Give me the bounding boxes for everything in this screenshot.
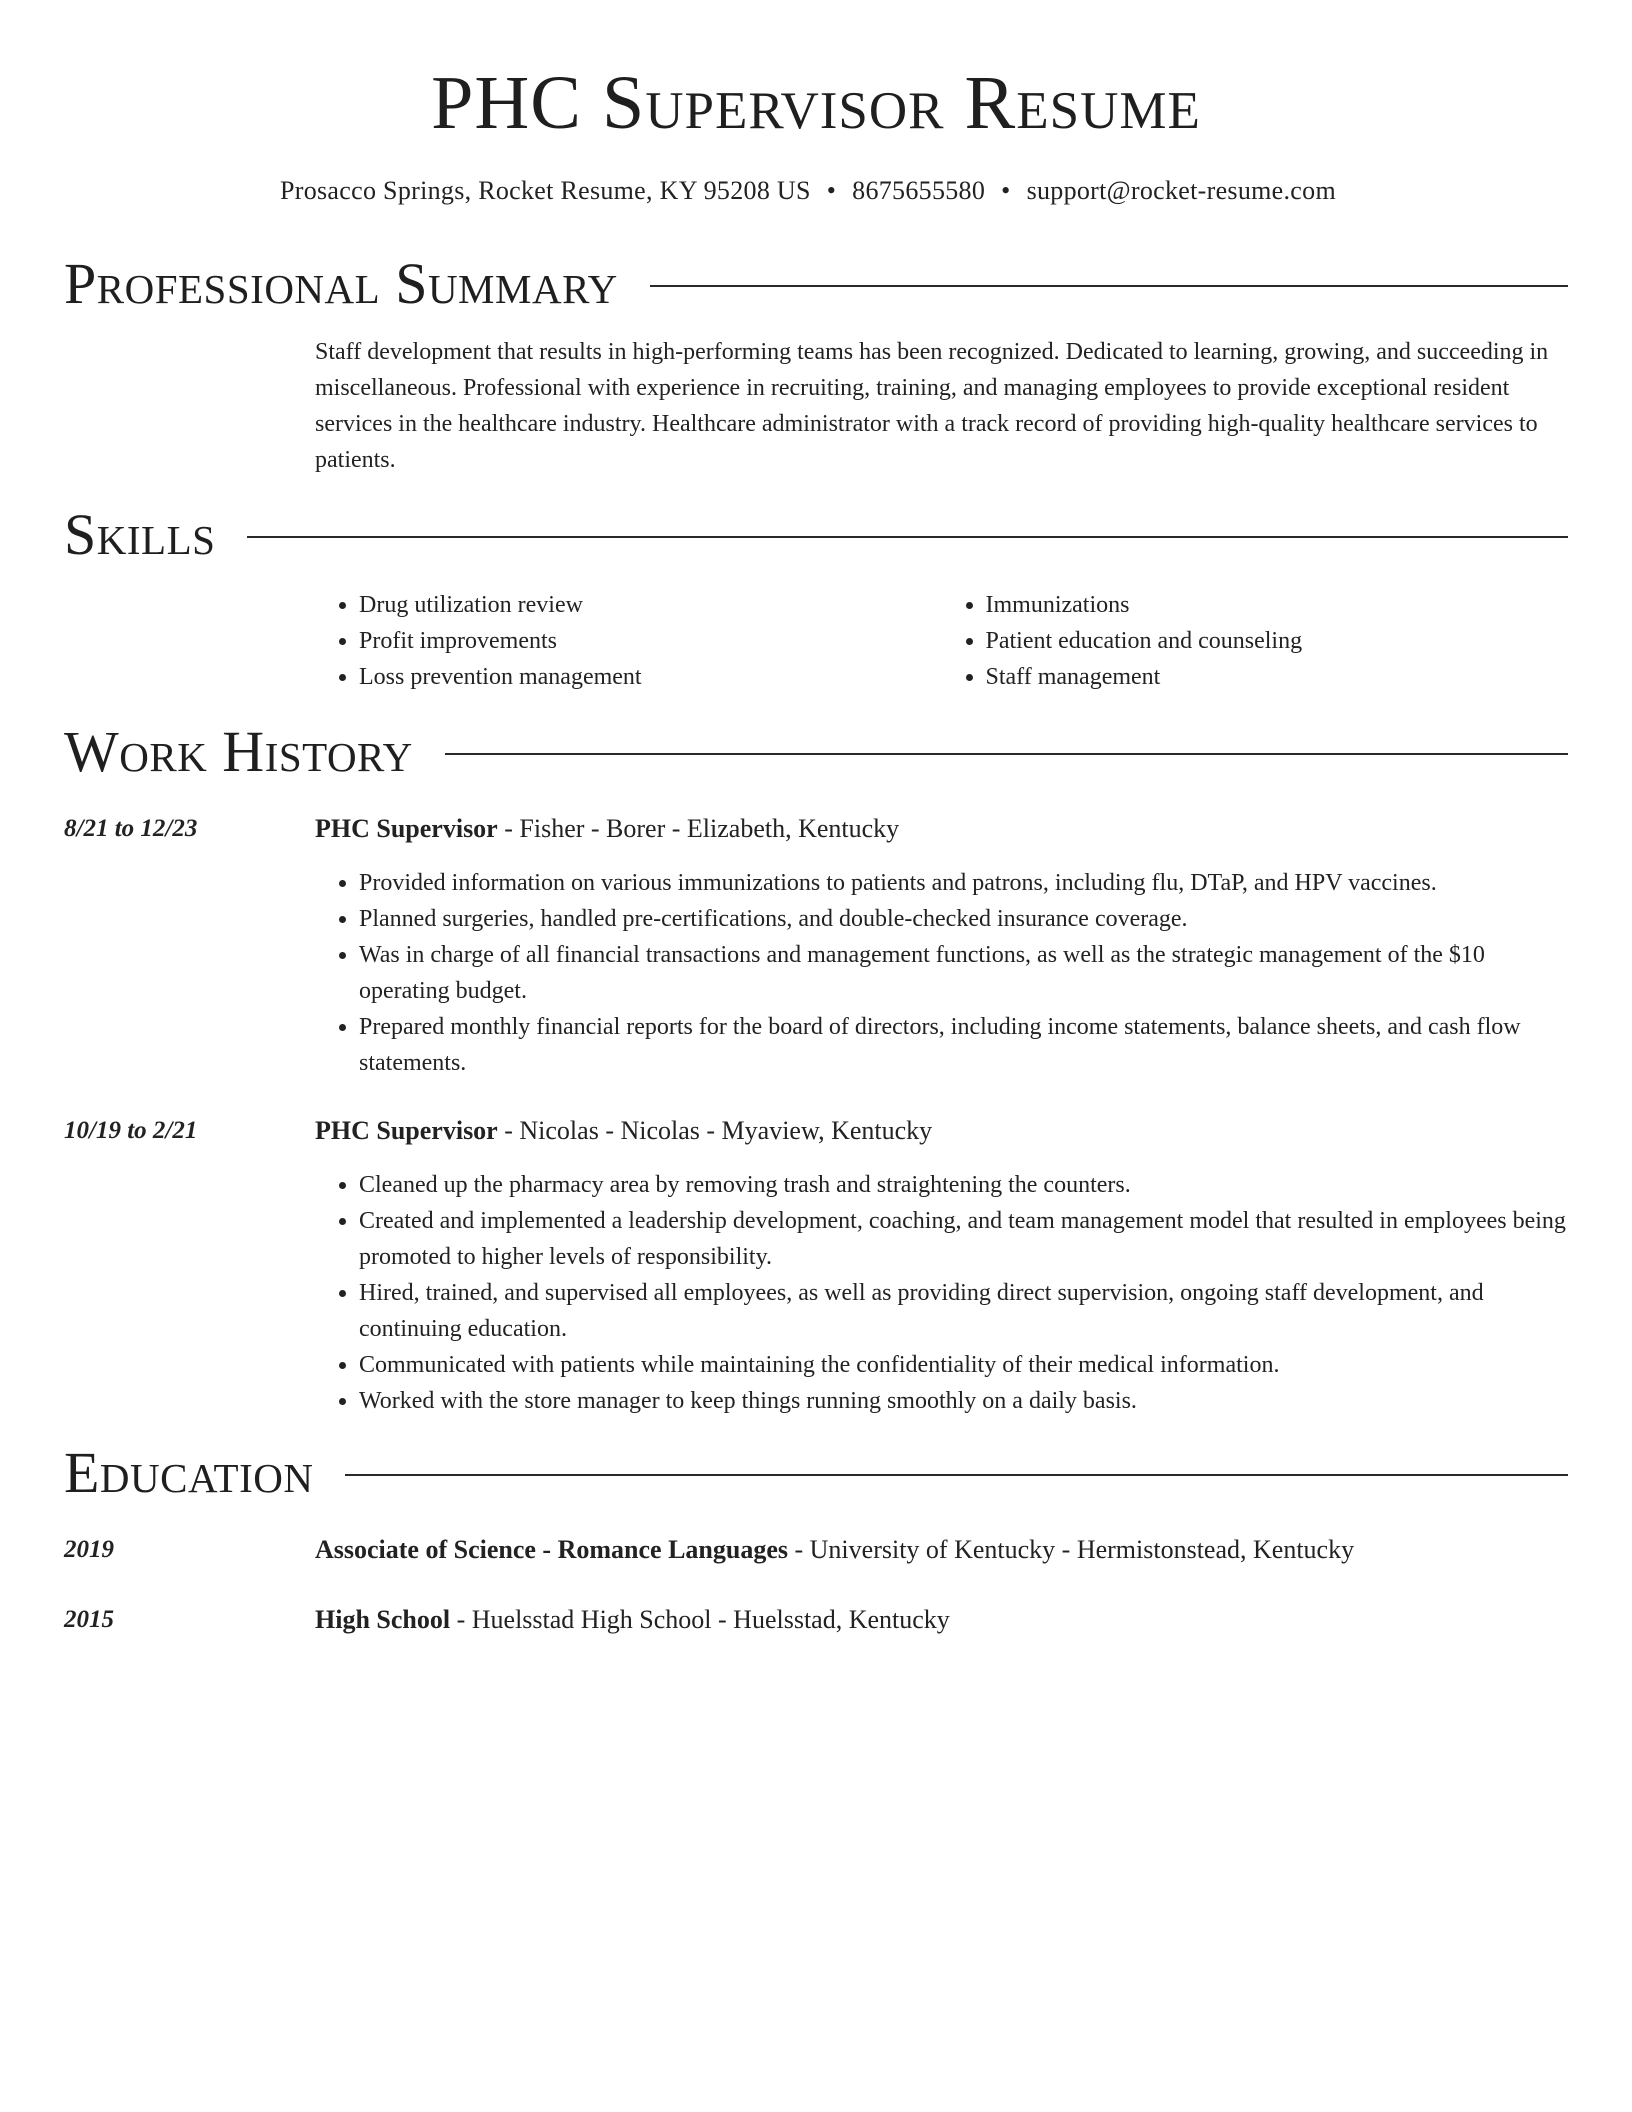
education-degree: Associate of Science - Romance Languages xyxy=(315,1535,788,1564)
job-entry xyxy=(315,811,1568,1081)
job-bullets xyxy=(315,865,1568,1081)
education-year: 2019 xyxy=(64,1536,114,1563)
education-details: - Huelsstad High School - Huelsstad, Kentucky xyxy=(450,1605,950,1634)
skill-item: • Patient education and counseling xyxy=(986,623,1569,659)
education-heading: Education xyxy=(64,1440,314,1505)
job-entry xyxy=(315,1113,1568,1419)
education-degree: High School xyxy=(315,1605,451,1634)
education-details: - University of Kentucky - Hermistonstead, Kentucky xyxy=(788,1535,1355,1564)
contact-address: Prosacco Springs, Rocket Resume, KY 95208 US xyxy=(280,176,811,205)
job-bullet: • Hired, trained, and supervised all employees, as well as providing direct supervision, ongoing staff development, and continuing education. xyxy=(359,1275,1568,1347)
job-bullet: • Planned surgeries, handled pre-certifications, and double-checked insurance coverage. xyxy=(359,901,1568,937)
job-title: PHC Supervisor xyxy=(315,1116,498,1145)
skill-item: • Immunizations xyxy=(986,587,1569,623)
skill-item: • Staff management xyxy=(986,659,1569,695)
job-header xyxy=(315,811,1568,847)
job-bullet: • Worked with the store manager to keep things running smoothly on a daily basis. xyxy=(359,1383,1568,1419)
job-details: - Nicolas - Nicolas - Myaview, Kentucky xyxy=(497,1116,933,1145)
job-dates: 10/19 to 2/21 xyxy=(64,1117,198,1144)
resume-title: PHC Supervisor Resume xyxy=(431,61,1201,145)
job-dates: 8/21 to 12/23 xyxy=(64,815,198,842)
education-entry xyxy=(315,1602,1568,1638)
education-line xyxy=(315,1532,1568,1568)
section-divider xyxy=(247,536,1568,538)
job-bullet: • Communicated with patients while maintaining the confidentiality of their medical information. xyxy=(359,1347,1568,1383)
work-heading: Work History xyxy=(64,719,413,784)
education-section-header xyxy=(64,1441,1568,1505)
job-bullet: • Created and implemented a leadership development, coaching, and team management model that resulted in employees being promoted to higher levels of responsibility. xyxy=(359,1203,1568,1275)
skills-section-header xyxy=(64,503,1568,567)
contact-email: support@rocket-resume.com xyxy=(1026,176,1336,205)
work-section-header xyxy=(64,720,1568,784)
job-title: PHC Supervisor xyxy=(315,814,498,843)
summary-section-header xyxy=(64,252,1568,316)
skills-right-list xyxy=(942,587,1569,695)
education-entry xyxy=(315,1532,1568,1568)
job-bullet: • Provided information on various immunizations to patients and patrons, including flu, DTaP, and HPV vaccines. xyxy=(359,865,1568,901)
job-bullet: • Prepared monthly financial reports for the board of directors, including income statements, balance sheets, and cash flow statements. xyxy=(359,1009,1568,1081)
education-line xyxy=(315,1602,1568,1638)
job-bullet: • Cleaned up the pharmacy area by removing trash and straightening the counters. xyxy=(359,1167,1568,1203)
job-header xyxy=(315,1113,1568,1149)
job-bullets xyxy=(315,1167,1568,1419)
section-divider xyxy=(445,753,1568,755)
education-year: 2015 xyxy=(64,1606,114,1633)
job-bullet: • Was in charge of all financial transactions and management functions, as well as the strategic management of the $10 operating budget. xyxy=(359,937,1568,1009)
skill-item: • Profit improvements xyxy=(359,623,942,659)
skill-item: • Drug utilization review xyxy=(359,587,942,623)
contact-separator: • xyxy=(1001,176,1011,205)
skills-heading: Skills xyxy=(64,502,216,567)
skills-block xyxy=(315,587,1568,695)
skills-left-list xyxy=(315,587,942,695)
contact-phone: 8675655580 xyxy=(852,176,986,205)
skill-item: • Loss prevention management xyxy=(359,659,942,695)
contact-line xyxy=(0,174,1616,208)
summary-text: Staff development that results in high-performing teams has been recognized. Dedicated to learning, growing, and succeeding in miscellaneous. Professional with experience in recruiting, training, and managing employees to provide exceptional resident services in the healthcare industry. Healthcare administrator with a track record of providing high-quality healthcare services to patients. xyxy=(315,339,1549,473)
section-divider xyxy=(345,1474,1568,1476)
contact-separator: • xyxy=(826,176,837,205)
job-details: - Fisher - Borer - Elizabeth, Kentucky xyxy=(497,814,900,843)
summary-block xyxy=(315,334,1568,478)
summary-heading: Professional Summary xyxy=(64,251,618,316)
section-divider xyxy=(650,285,1568,287)
